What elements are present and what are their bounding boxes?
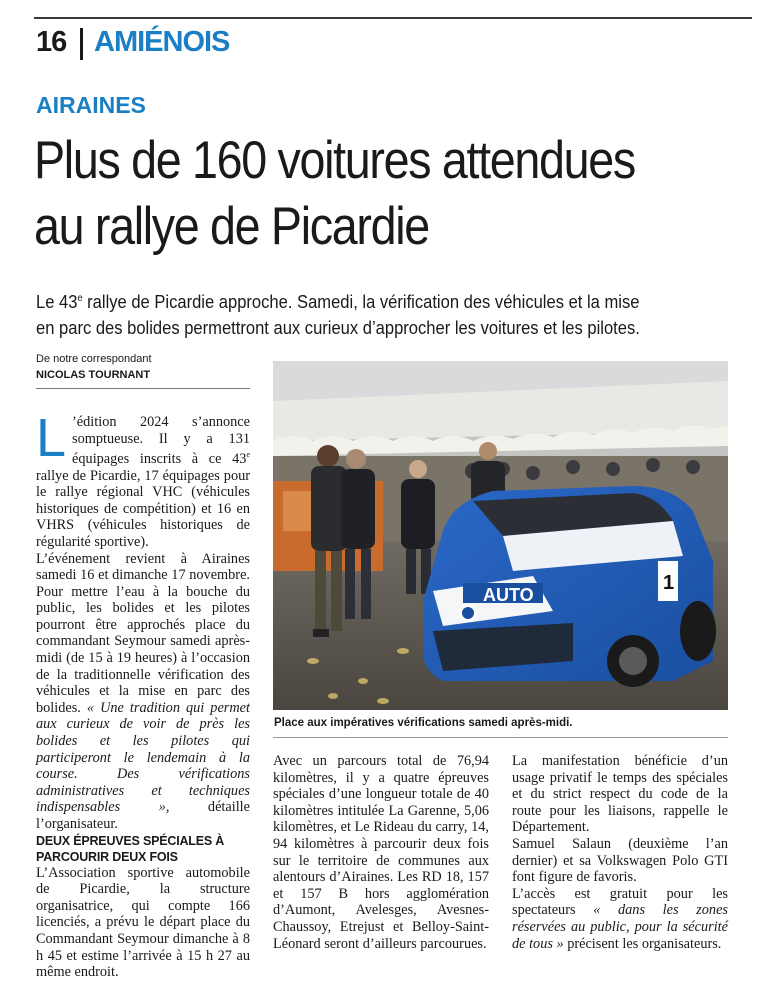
article-column-1 — [36, 408, 250, 981]
paragraph-3: L’Association sportive automobile de Picardie, la structure organisatrice, qui compte 166 licenciés, a prévu le départ place du Commandant Seymour dimanche à 8 h 45 et estime l’arrivée à 15 h 27 au même endroit. — [36, 864, 250, 981]
top-rule — [34, 17, 752, 19]
intertitle: DEUX ÉPREUVES SPÉCIALES À PARCOURIR DEUX FOIS — [36, 833, 225, 864]
paragraph-1: L ’édition 2024 s’annonce somptueuse. Il y a 131 équipages inscrits à ce 43e rallye de Picardie, 17 équipages pour le rallye régional VHC (véhicules historiques de compétition) et 16 en VHRS (véhicules historiques de régularité sportive). — [36, 408, 250, 550]
rally-car-photo — [273, 361, 728, 710]
section-title: AMIÉNOIS — [94, 26, 230, 58]
caption-rule — [273, 737, 728, 738]
article-photo — [273, 361, 728, 710]
byline-name: NICOLAS TOURNANT — [36, 369, 151, 381]
article-column-3 — [512, 753, 728, 952]
car-number-text: 1 — [663, 572, 675, 594]
article-headline — [34, 128, 668, 260]
rally-car — [423, 486, 716, 687]
photo-caption: Place aux impératives vérifications samedi après-midi. — [274, 717, 573, 729]
lead-line-1: Le 43e rallye de Picardie approche. Samedi, la vérification des véhicules et la mise — [36, 292, 640, 312]
page-number: 16 — [36, 26, 67, 58]
article-column-2 — [273, 753, 489, 969]
headline-line-1: Plus de 160 voitures attendues — [34, 131, 635, 190]
paragraph-2: L’événement revient à Airaines samedi 16 et dimanche 17 novembre. Pour mettre l’eau à la bouche du public, les bolides et les pilotes pourront être approchés place du commandant Seymour samedi après-midi (de 15 à 19 heures) à l’occasion de la traditionnelle vérification des véhicules et la mise en parc des bolides. « Une tradition qui permet aux curieux de voir de près les bolides et les pilotes qui participeront le lendemain à la course. Des vérifications administratives et techniques indispensables », détaille l’organisateur. — [36, 550, 250, 833]
article-lead — [36, 286, 680, 341]
header-separator — [80, 28, 83, 60]
headline-line-2: au rallye de Picardie — [34, 197, 429, 256]
article-kicker: AIRAINES — [36, 92, 146, 118]
byline-prefix: De notre correspondant — [36, 353, 152, 365]
paragraph-6: Samuel Salaun (deuxième l’an dernier) et sa Volkswagen Polo GTI font figure de favoris. — [512, 835, 728, 886]
car-sponsor-text: AUTO — [483, 585, 534, 605]
lead-line-2: en parc des bolides permettront aux curieux d’approcher les voitures et les pilotes. — [36, 318, 640, 338]
paragraph-7: L’accès est gratuit pour les spectateurs « dans les zones réservées au public, pour la sécurité de tous » précisent les organisateurs. — [512, 885, 728, 952]
byline-rule — [36, 388, 250, 389]
drop-cap: L — [36, 408, 67, 468]
paragraph-4: Avec un parcours total de 76,94 kilomètres, il y a quatre épreuves spéciales d’une longueur totale de 40 kilomètres intitulée La Garenne, 5,06 kilomètres, et Le Rideau du carry, 14, 94 kilomètres à parcourir deux fois sur le territoire de communes aux alentours d’Airaines. Les RD 18, 157 et 157 B hors agglomération d’Aumont, Avelesges, Avesnes-Chaussoy, Etrejust et Belloy-Saint-Léonard seront d’ailleurs parcourues. — [273, 753, 489, 952]
paragraph-5: La manifestation bénéficie d’un usage privatif le temps des spéciales et du strict respect du code de la route pour les liaisons, rappelle le Département. — [512, 753, 728, 836]
